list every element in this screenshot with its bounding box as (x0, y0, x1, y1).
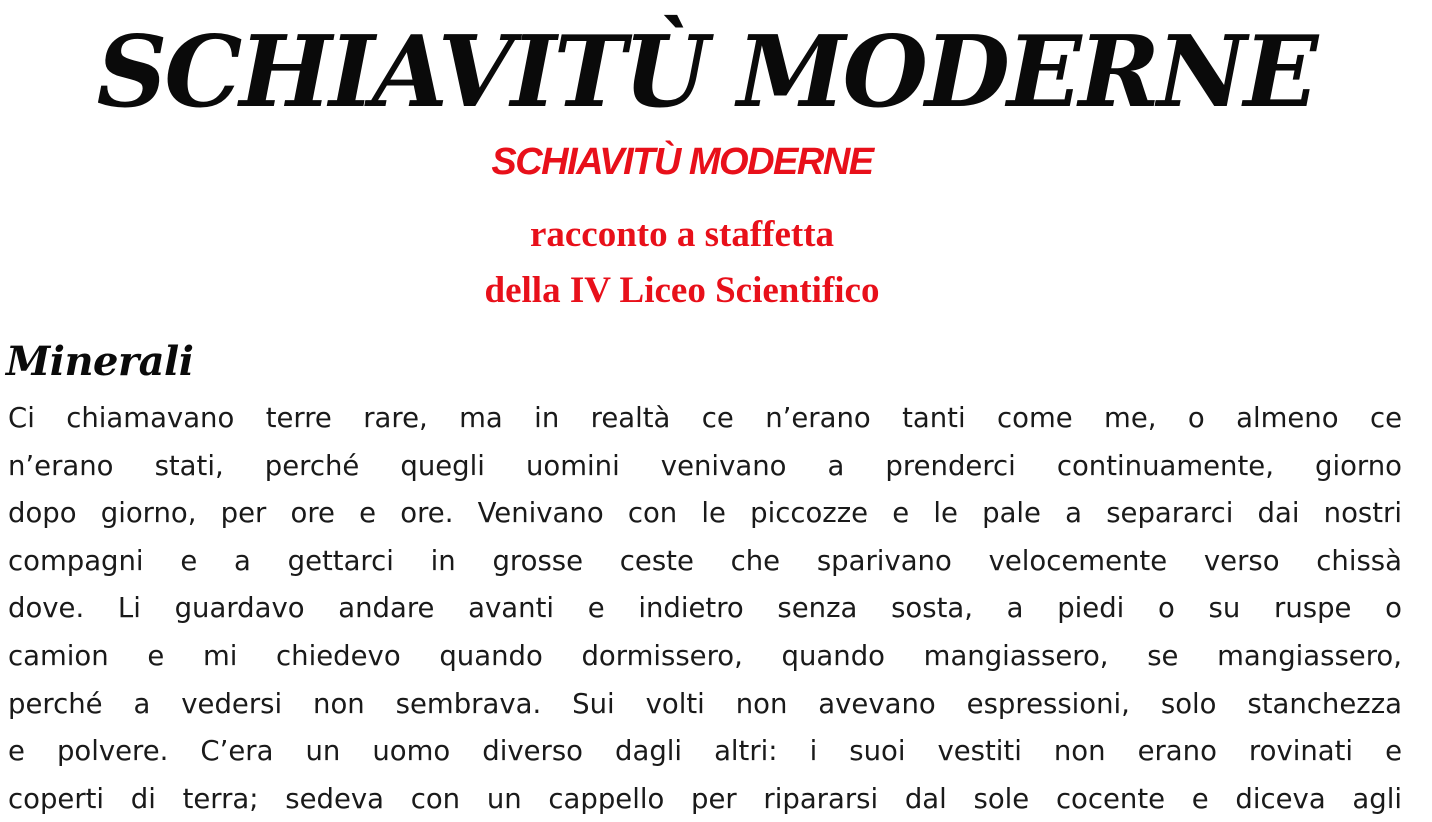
paragraph-line: Ci chiamavano terre rare, ma in realtà ce n’erano tanti come me, o almeno ce (8, 402, 1402, 434)
section-heading: Minerali (6, 338, 194, 385)
paragraph-line: e polvere. C’era un uomo diverso dagli altri: i suoi vestiti non erano rovinati e (8, 735, 1402, 768)
main-title: SCHIAVITÙ MODERNE (96, 15, 1316, 130)
paragraph-line: coperti di terra; sedeva con un cappello per ripararsi dal sole cocente e diceva agli (8, 782, 1402, 815)
paragraph-line: compagni e a gettarci in grosse ceste che sparivano velocemente verso chissà (8, 544, 1402, 577)
paragraph-line: camion e mi chiedevo quando dormissero, quando mangiassero, se mangiassero, (8, 639, 1402, 672)
paragraph-line: dopo giorno, per ore e ore. Venivano con le piccozze e le pale a separarci dai nostri (8, 497, 1402, 530)
paragraph-line: dove. Li guardavo andare avanti e indietro senza sosta, a piedi o su ruspe o (8, 592, 1402, 625)
credit-line-1: racconto a staffetta (529, 214, 835, 255)
subtitle: SCHIAVITÙ MODERNE (491, 141, 873, 183)
paragraph-line: n’erano stati, perché quegli uomini venivano a prenderci continuamente, giorno (8, 449, 1402, 482)
paragraph-line: perché a vedersi non sembrava. Sui volti non avevano espressioni, solo stanchezza (8, 687, 1402, 720)
body-paragraph (8, 395, 1402, 822)
credit-line-2: della IV Liceo Scientifico (484, 270, 880, 311)
